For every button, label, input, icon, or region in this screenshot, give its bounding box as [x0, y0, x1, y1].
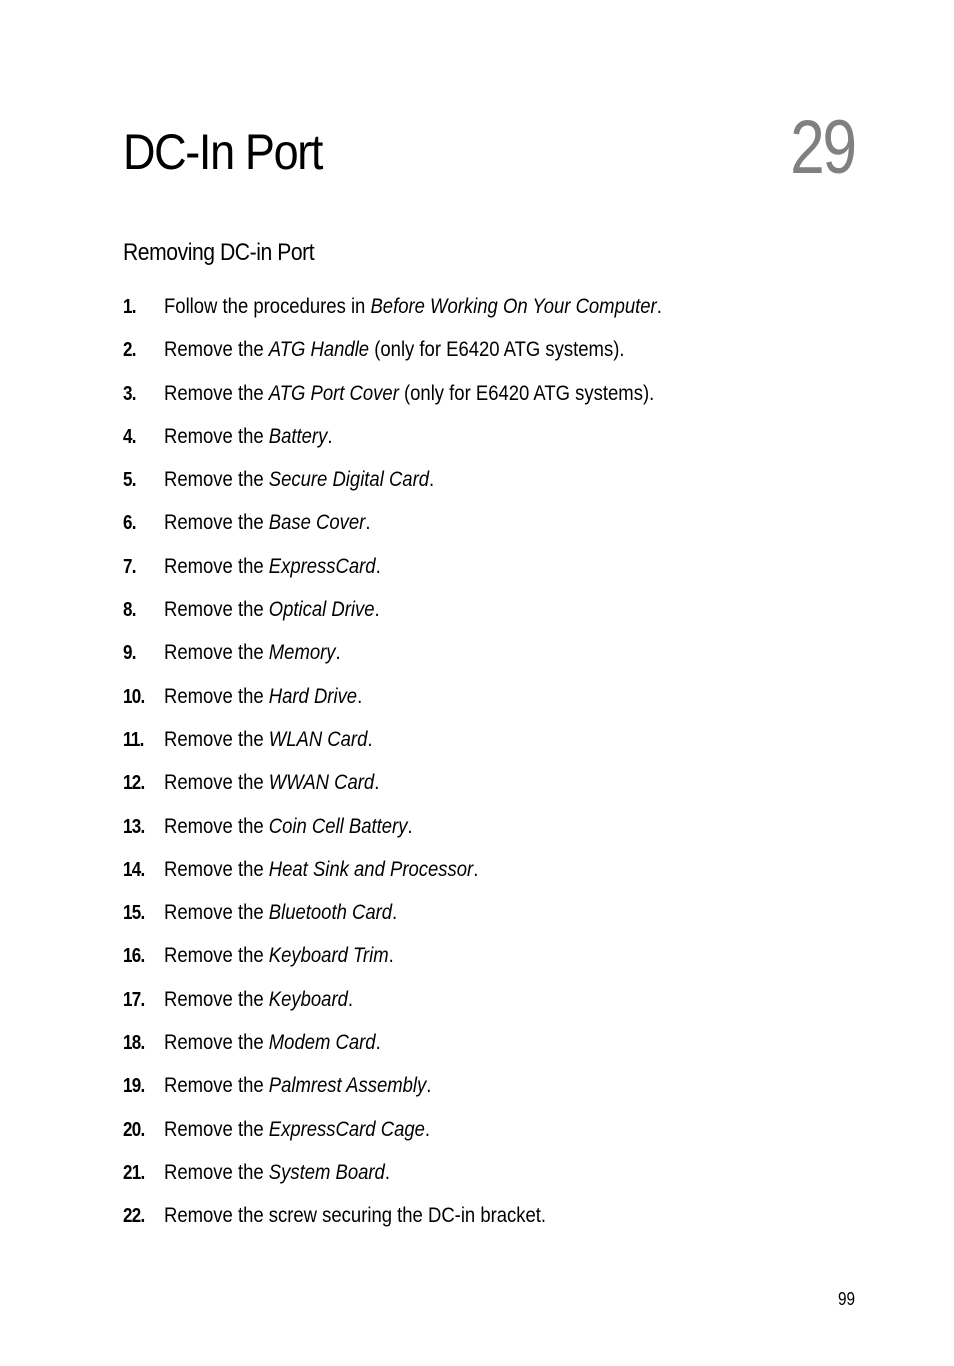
step-number: 5. [123, 469, 136, 492]
step-number: 10. [123, 685, 145, 708]
step-text-lead: Remove the [164, 598, 269, 622]
step-text-lead: Remove the [164, 424, 269, 448]
step-reference-link: ATG Handle [268, 338, 370, 362]
procedure-step [123, 1199, 883, 1242]
step-text [164, 1199, 546, 1233]
step-reference-link: ExpressCard Cage [268, 1117, 425, 1141]
step-text-lead: Remove the [164, 1074, 269, 1098]
step-text-lead: Remove the [164, 771, 269, 795]
step-text [164, 506, 370, 540]
step-text-lead: Remove the [164, 641, 269, 665]
step-reference-link: Modem Card [268, 1031, 376, 1055]
step-text-tail: . [347, 987, 354, 1011]
step-text-lead: Remove the [164, 1117, 269, 1141]
step-text-lead: Remove the [164, 381, 269, 405]
step-text-tail: . [367, 727, 373, 751]
step-number: 8. [123, 599, 136, 622]
step-text-lead: Remove the [164, 857, 269, 881]
procedure-step [123, 1156, 883, 1199]
step-number: 1. [123, 296, 136, 318]
step-text-tail: . [335, 641, 341, 665]
step-reference-link: Battery [268, 424, 328, 448]
step-text-lead: Remove the [164, 684, 269, 708]
procedure-step [123, 506, 883, 549]
procedure-step [123, 333, 883, 376]
procedure-step [123, 810, 883, 853]
step-number: 13. [123, 815, 145, 838]
procedure-step [123, 766, 883, 809]
step-text-tail: . [388, 944, 394, 968]
step-number: 6. [123, 512, 136, 535]
step-text [164, 853, 478, 887]
procedure-step [123, 896, 883, 939]
step-text-tail: . [426, 1074, 432, 1098]
step-reference-link: Heat Sink and Processor [268, 857, 474, 881]
step-number: 4. [123, 425, 136, 448]
procedure-step [123, 290, 883, 333]
step-text [164, 983, 353, 1017]
step-text [164, 636, 341, 670]
step-text-tail: . [374, 771, 380, 795]
step-text-tail: . [375, 554, 381, 578]
step-text-lead: Remove the [164, 1031, 269, 1055]
chapter-title: DC-In Port [123, 124, 323, 180]
step-reference-link: Optical Drive [268, 598, 375, 622]
step-text [164, 333, 624, 367]
step-text-tail: . [327, 424, 333, 448]
section-title: Removing DC-in Port [123, 239, 315, 266]
step-number: 9. [123, 642, 136, 665]
step-text [164, 766, 379, 800]
step-number: 14. [123, 858, 145, 881]
step-text-tail: . [375, 1031, 381, 1055]
step-number: 3. [123, 382, 136, 405]
step-number: 19. [123, 1075, 145, 1098]
step-text-tail: (only for E6420 ATG systems). [369, 338, 625, 362]
step-number: 17. [123, 988, 145, 1011]
step-text-tail: . [424, 1117, 431, 1141]
step-reference-link: ATG Port Cover [268, 381, 399, 405]
procedure-step [123, 550, 883, 593]
step-text-tail: . [365, 511, 371, 535]
step-text-lead: Remove the [164, 944, 269, 968]
step-reference-link: ExpressCard [268, 554, 376, 578]
step-text [164, 939, 394, 973]
procedure-step [123, 853, 883, 896]
step-text-tail: . [407, 814, 413, 838]
step-text [164, 723, 373, 757]
step-reference-link: Memory [268, 641, 336, 665]
procedure-step [123, 463, 883, 506]
procedure-step [123, 1113, 883, 1156]
step-reference-link: Base Cover [268, 511, 366, 535]
step-number: 22. [123, 1205, 145, 1228]
step-number: 20. [123, 1118, 145, 1141]
step-number: 7. [123, 555, 136, 578]
step-text [164, 420, 332, 454]
procedure-step [123, 939, 883, 982]
step-text-lead: Remove the [164, 987, 269, 1011]
step-text-lead: Remove the [164, 554, 269, 578]
step-number: 21. [123, 1161, 145, 1184]
procedure-step [123, 680, 883, 723]
step-reference-link: Palmrest Assembly [268, 1074, 427, 1098]
step-reference-link: System Board [268, 1160, 385, 1184]
step-text-tail: . [384, 1160, 390, 1184]
step-text [164, 463, 434, 497]
step-reference-link: Before Working On Your Computer [370, 295, 657, 318]
step-reference-link: Secure Digital Card [268, 468, 430, 492]
step-reference-link: Keyboard Trim [268, 944, 389, 968]
step-text-lead: Remove the [164, 901, 269, 925]
step-number: 16. [123, 945, 145, 968]
step-number: 18. [123, 1032, 145, 1055]
step-number: 15. [123, 902, 145, 925]
step-text [164, 1069, 431, 1103]
procedure-step [123, 377, 883, 420]
step-text [164, 1156, 390, 1190]
step-text [164, 593, 380, 627]
step-reference-link: Coin Cell Battery [268, 814, 408, 838]
step-text-lead: Remove the [164, 814, 269, 838]
step-text-lead: Remove the [164, 468, 269, 492]
step-text-lead: Remove the [164, 338, 269, 362]
procedure-step [123, 983, 883, 1026]
step-text [164, 290, 662, 324]
step-text [164, 377, 654, 411]
step-reference-link: WLAN Card [268, 727, 368, 751]
page-number: 99 [837, 1289, 855, 1309]
step-text-tail: . [473, 857, 479, 881]
step-text [164, 1026, 381, 1060]
chapter-number: 29 [790, 105, 855, 190]
step-number: 11. [123, 728, 144, 751]
step-text [164, 810, 413, 844]
step-number: 2. [123, 339, 136, 362]
step-text-tail: . [392, 901, 398, 925]
step-text [164, 680, 362, 714]
step-text-tail: . [656, 295, 662, 318]
step-text-lead: Follow the procedures in [164, 295, 371, 318]
step-text-lead: Remove the [164, 511, 269, 535]
step-reference-link: WWAN Card [268, 771, 375, 795]
step-text-tail: (only for E6420 ATG systems). [398, 381, 655, 405]
step-text-lead: Remove the [164, 727, 269, 751]
step-text-tail: . [357, 684, 363, 708]
step-number: 12. [123, 772, 145, 795]
step-text-tail: . [429, 468, 435, 492]
step-text-tail: . [374, 598, 380, 622]
procedure-step [123, 420, 883, 463]
step-text-lead: Remove the screw securing the DC-in bracket. [164, 1204, 547, 1228]
procedure-step [123, 1069, 883, 1112]
step-reference-link: Keyboard [268, 987, 348, 1011]
step-reference-link: Hard Drive [268, 684, 358, 708]
procedure-step [123, 593, 883, 636]
procedure-step [123, 636, 883, 679]
step-text [164, 896, 397, 930]
step-text [164, 550, 381, 584]
step-reference-link: Bluetooth Card [268, 901, 393, 925]
step-text-lead: Remove the [164, 1160, 269, 1184]
procedure-steps-list [123, 290, 883, 1243]
step-text [164, 1113, 430, 1147]
procedure-step [123, 723, 883, 766]
procedure-step [123, 1026, 883, 1069]
